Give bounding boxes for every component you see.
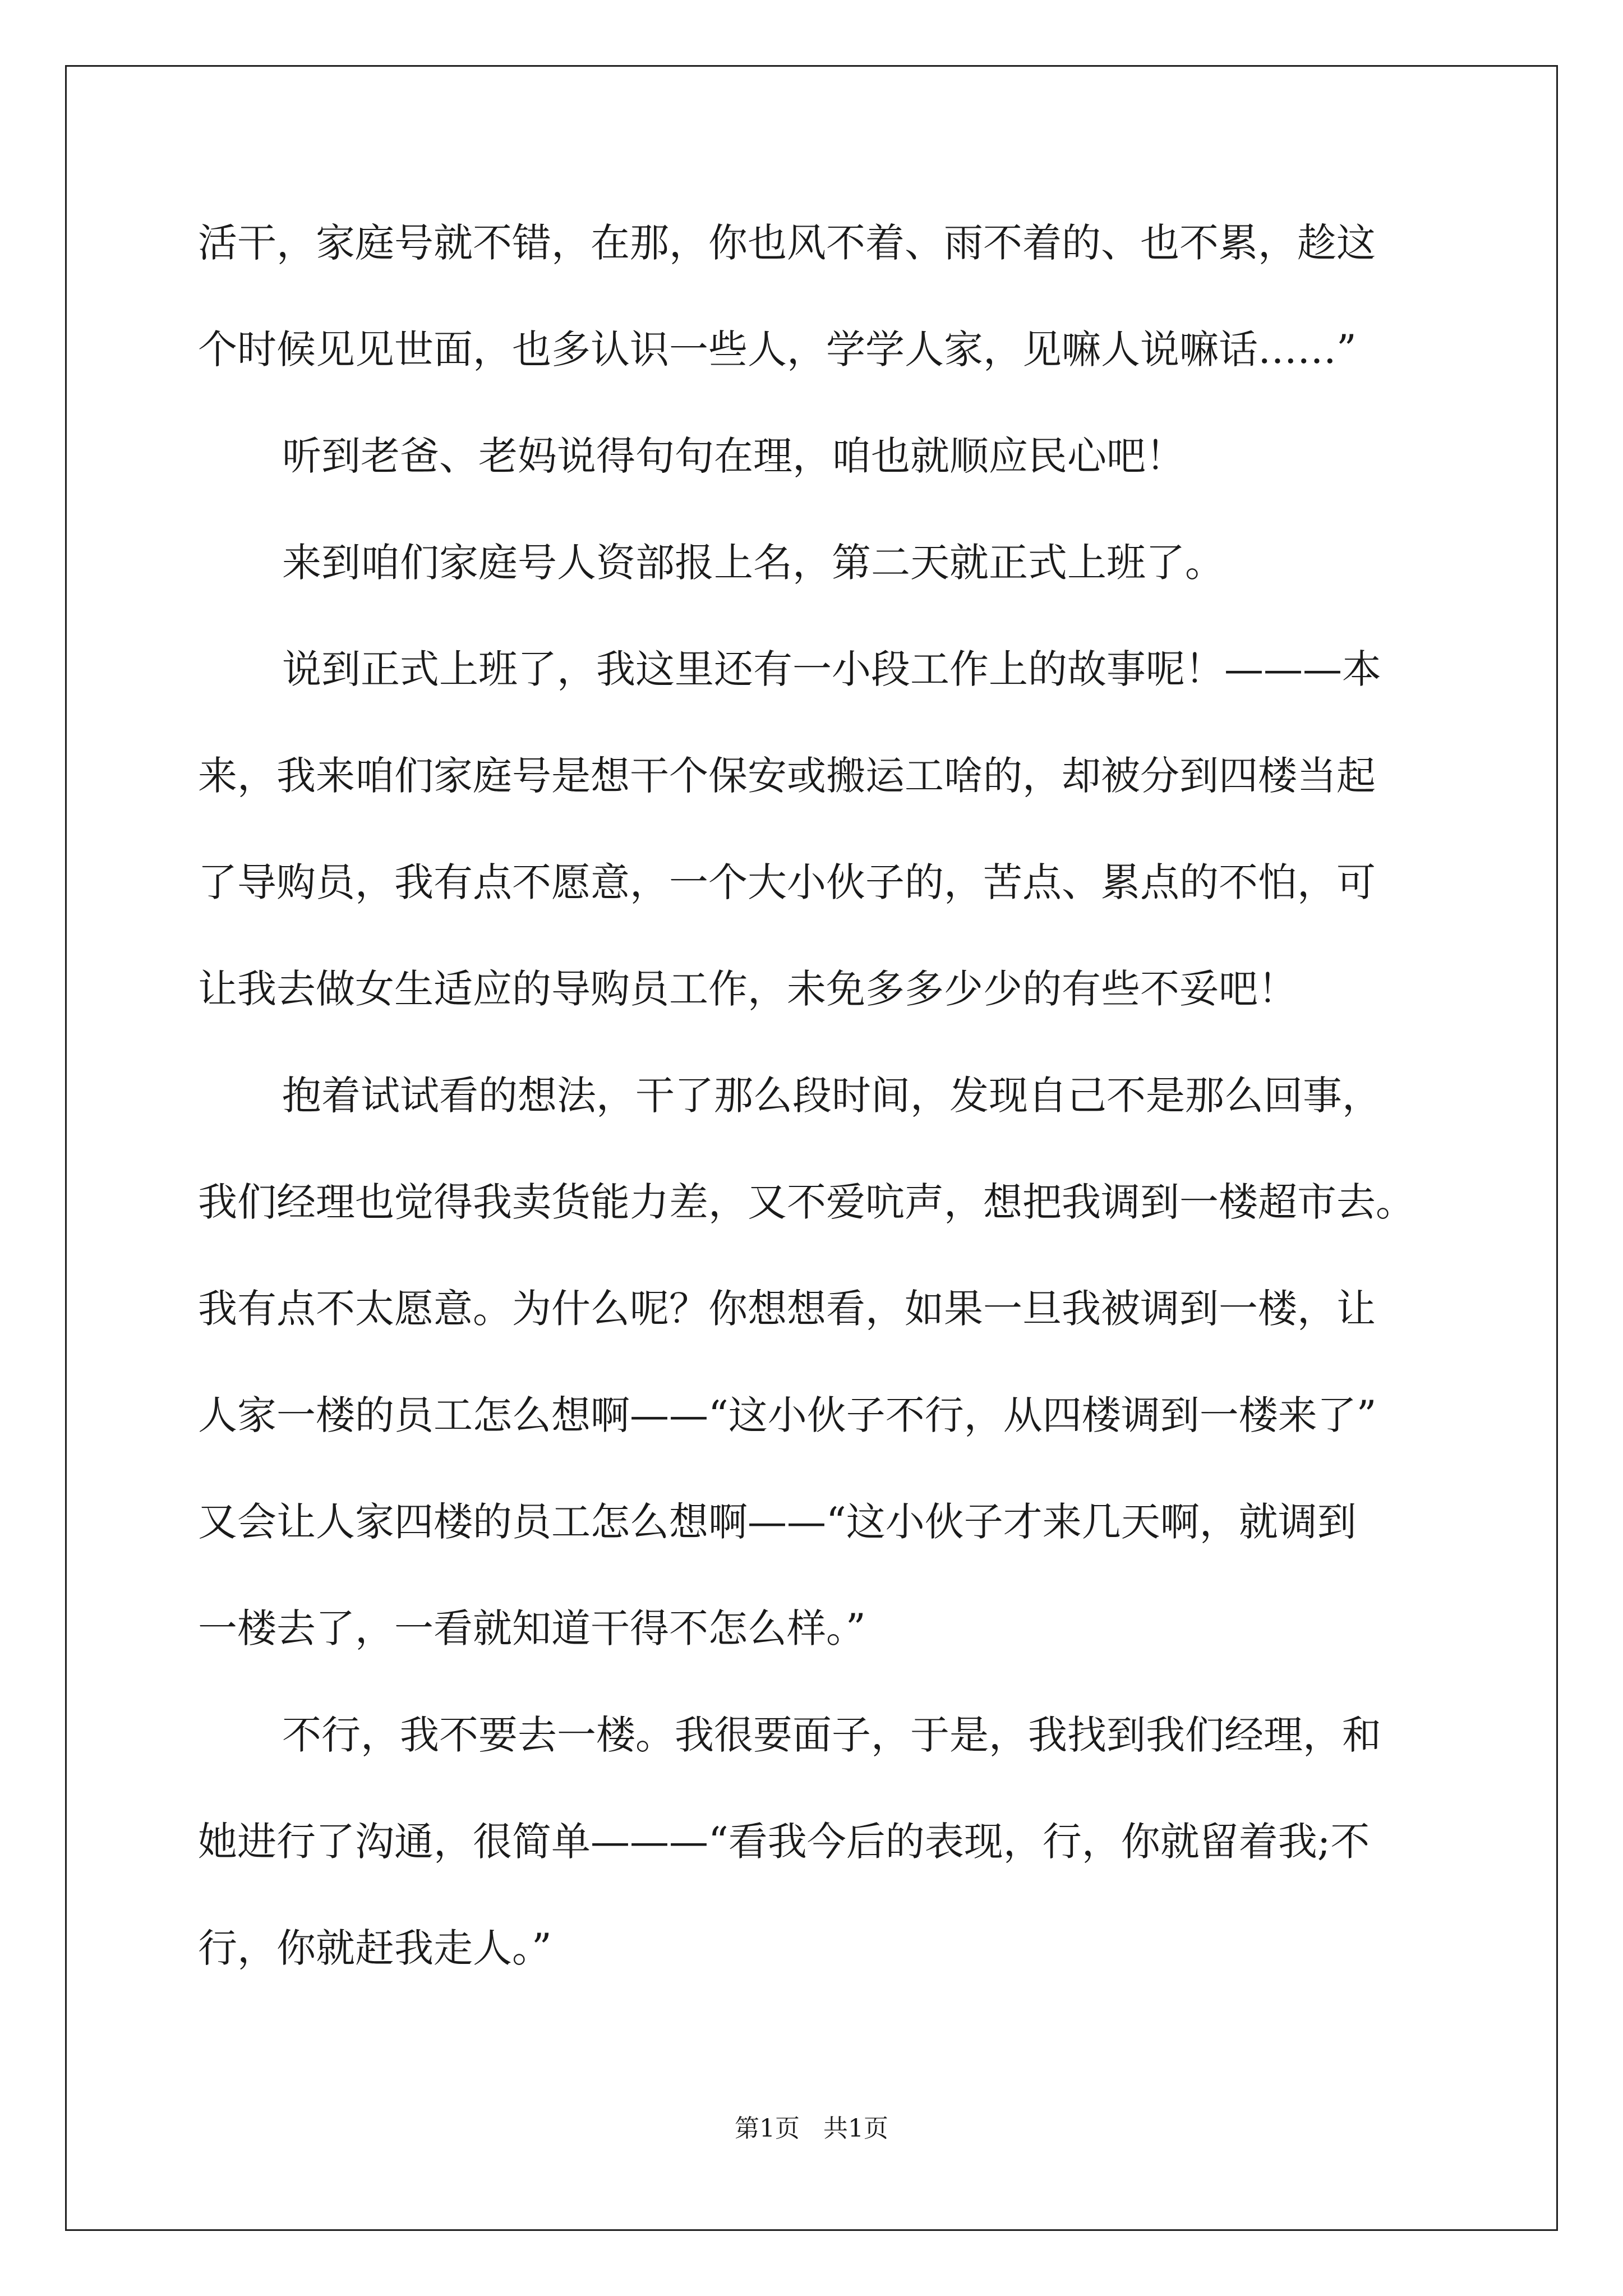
text-line: 人家一楼的员工怎么想啊——“这小伙子不行，从四楼调到一楼来了” bbox=[198, 1392, 1377, 1438]
text-line: 一楼去了，一看就知道干得不怎么样。” bbox=[198, 1605, 866, 1651]
text-line: 活干，家庭号就不错，在那，你也风不着、雨不着的、也不累，趁这 bbox=[198, 220, 1376, 266]
text-line: 来，我来咱们家庭号是想干个保安或搬运工啥的，却被分到四楼当起 bbox=[198, 753, 1376, 799]
page-footer: 第1页 共1页 bbox=[735, 2114, 888, 2143]
text-line: 了导购员，我有点不愿意，一个大小伙子的，苦点、累点的不怕，可 bbox=[198, 859, 1376, 905]
text-line: 个时候见见世面，也多认识一些人，学学人家，见嘛人说嘛话……” bbox=[198, 326, 1357, 372]
text-line: 让我去做女生适应的导购员工作，未免多多少少的有些不妥吧！ bbox=[198, 966, 1297, 1012]
paragraph-first-line: 不行，我不要去一楼。我很要面子，于是，我找到我们经理，和 bbox=[282, 1712, 1381, 1758]
paragraph-first-line: 抱着试试看的想法，干了那么段时间，发现自己不是那么回事， bbox=[282, 1073, 1381, 1119]
text-line: 行，你就赶我走人。” bbox=[198, 1925, 552, 1971]
text-line: 又会让人家四楼的员工怎么想啊——“这小伙子才来几天啊，就调到 bbox=[198, 1499, 1357, 1545]
paragraph-first-line: 来到咱们家庭号人资部报上名，第二天就正式上班了。 bbox=[282, 540, 1224, 586]
document-body bbox=[198, 220, 1432, 2035]
text-line: 我们经理也觉得我卖货能力差，又不爱吭声，想把我调到一楼超市去。 bbox=[198, 1179, 1415, 1225]
text-line: 我有点不太愿意。为什么呢？你想想看，如果一旦我被调到一楼，让 bbox=[198, 1286, 1376, 1332]
paragraph-first-line: 说到正式上班了，我这里还有一小段工作上的故事呢！———本 bbox=[282, 646, 1381, 692]
paragraph-first-line: 听到老爸、老妈说得句句在理，咱也就顺应民心吧！ bbox=[282, 433, 1185, 479]
text-line: 她进行了沟通，很简单———“看我今后的表现，行，你就留着我;不 bbox=[198, 1819, 1370, 1865]
